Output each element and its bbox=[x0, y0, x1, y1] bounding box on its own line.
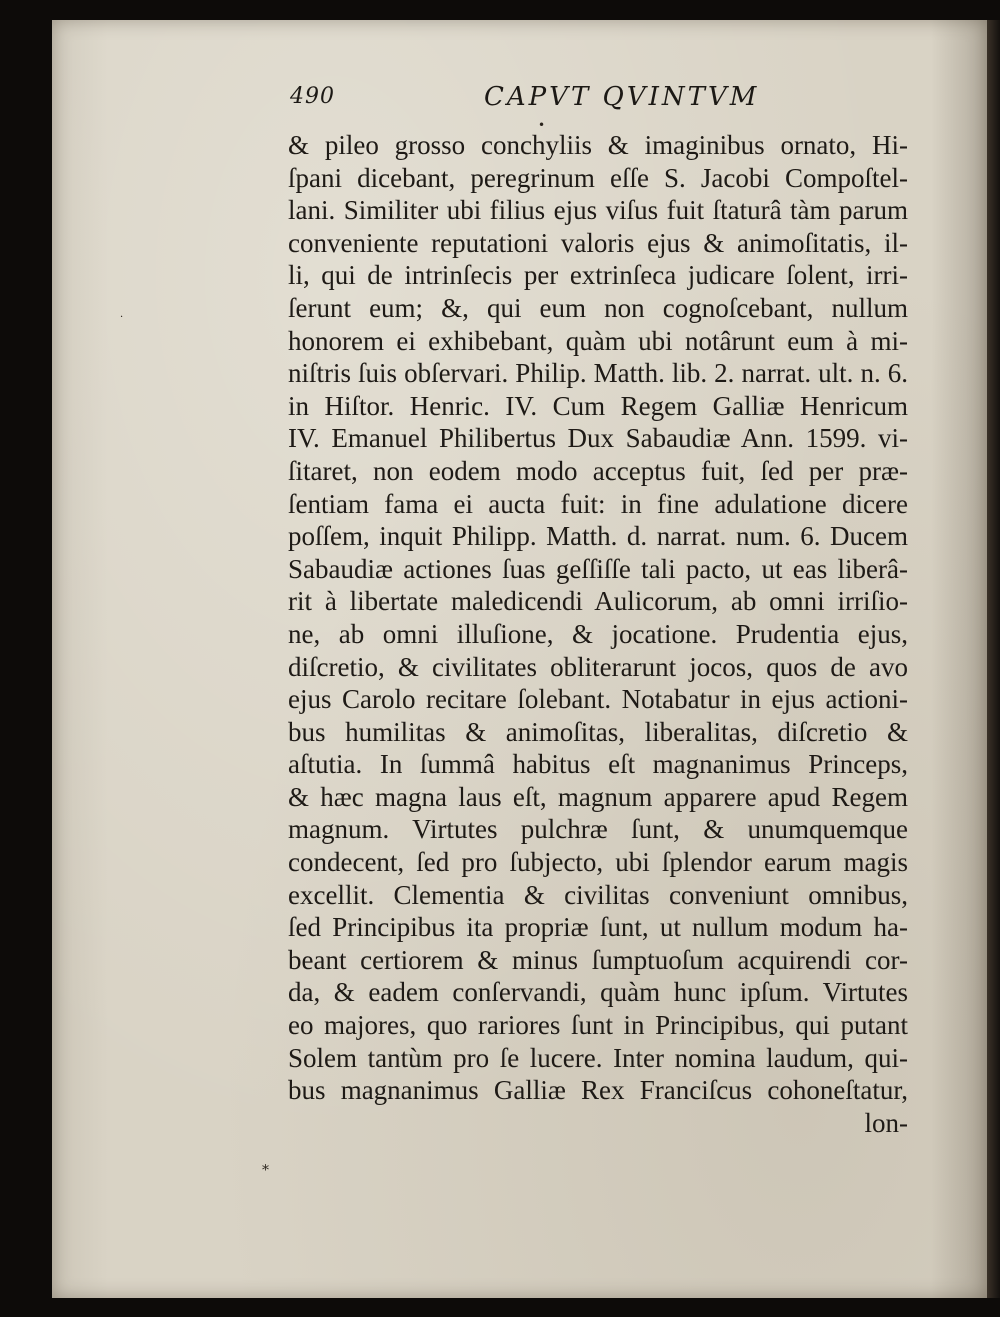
text-line: bus humilitas & animoſitas, liberalitas, diſcretio & bbox=[288, 716, 908, 747]
text-line: lani. Similiter ubi filius ejus viſus fuit ſtaturâ tàm parum bbox=[288, 195, 908, 226]
text-line: aſtutia. In ſummâ habitus eſt magnanimus Princeps, bbox=[288, 749, 908, 780]
body-text bbox=[288, 129, 908, 1139]
text-line: IV. Emanuel Philibertus Dux Sabaudiæ Ann. 1599. vi- bbox=[288, 423, 908, 454]
text-line: niſtris ſuis obſervari. Philip. Matth. lib. 2. narrat. ult. n. 6. bbox=[288, 358, 908, 389]
text-line: Solem tantùm pro ſe lucere. Inter nomina laudum, qui- bbox=[288, 1042, 908, 1073]
text-line: rit à libertate maledicendi Aulicorum, ab omni irriſio- bbox=[288, 586, 908, 617]
paper-speck: · bbox=[120, 312, 124, 323]
page-number: 490 bbox=[290, 84, 335, 109]
text-line: beant certiorem & minus ſumptuoſum acquirendi cor- bbox=[288, 944, 908, 975]
running-title: CAPVT QVINTVM bbox=[484, 82, 760, 112]
text-line: ſed Principibus ita propriæ ſunt, ut nullum modum ha- bbox=[288, 912, 908, 943]
catchword: lon- bbox=[864, 1107, 908, 1138]
text-line: ſentiam fama ei aucta fuit: in fine adulatione dicere bbox=[288, 488, 908, 519]
text-line: li, qui de intrinſecis per extrinſeca judicare ſolent, irri- bbox=[288, 260, 908, 291]
text-line: conveniente reputationi valoris ejus & animoſitatis, il- bbox=[288, 227, 908, 258]
text-line: honorem ei exhibebant, quàm ubi notârunt eum à mi- bbox=[288, 325, 908, 356]
text-line: bus magnanimus Galliæ Rex Franciſcus cohoneſtatur, bbox=[288, 1075, 908, 1106]
page-edge-shadow bbox=[987, 20, 1000, 1298]
text-line: ne, ab omni illuſione, & jocatione. Prudentia ejus, bbox=[288, 618, 908, 649]
text-line: ſitaret, non eodem modo acceptus fuit, ſed per præ- bbox=[288, 455, 908, 486]
text-line: in Hiſtor. Henric. IV. Cum Regem Galliæ Henricum bbox=[288, 390, 908, 421]
text-line: & pileo grosso conchyliis & imaginibus ornato, Hi- bbox=[288, 130, 908, 160]
text-line: magnum. Virtutes pulchræ ſunt, & unumquemque bbox=[288, 814, 908, 845]
text-line: ſpani dicebant, peregrinum eſſe S. Jacobi Compoſtel- bbox=[288, 162, 908, 193]
text-line: condecent, ſed pro ſubjecto, ubi ſplendor earum magis bbox=[288, 847, 908, 878]
text-line: excellit. Clementia & civilitas conveniunt omnibus, bbox=[288, 879, 908, 910]
page-header bbox=[290, 80, 910, 120]
paper-speck: • bbox=[538, 118, 546, 132]
text-line: & hæc magna laus eſt, magnum apparere apud Regem bbox=[288, 781, 908, 812]
text-line: ſerunt eum; &, qui eum non cognoſcebant, nullum bbox=[288, 292, 908, 323]
text-line: diſcretio, & civilitates obliterarunt jocos, quos de avo bbox=[288, 651, 908, 682]
text-line: Sabaudiæ actiones ſuas geſſiſſe tali pacto, ut eas liberâ- bbox=[288, 553, 908, 584]
text-line: poſſem, inquit Philipp. Matth. d. narrat. num. 6. Ducem bbox=[288, 521, 908, 552]
text-line: ejus Carolo recitare ſolebant. Notabatur in ejus actioni- bbox=[288, 684, 908, 715]
text-line: da, & eadem conſervandi, quàm hunc ipſum. Virtutes bbox=[288, 977, 908, 1008]
text-line: eo majores, quo rariores ſunt in Principibus, qui putant bbox=[288, 1010, 908, 1041]
paper-speck: ⁎ bbox=[262, 1158, 269, 1174]
